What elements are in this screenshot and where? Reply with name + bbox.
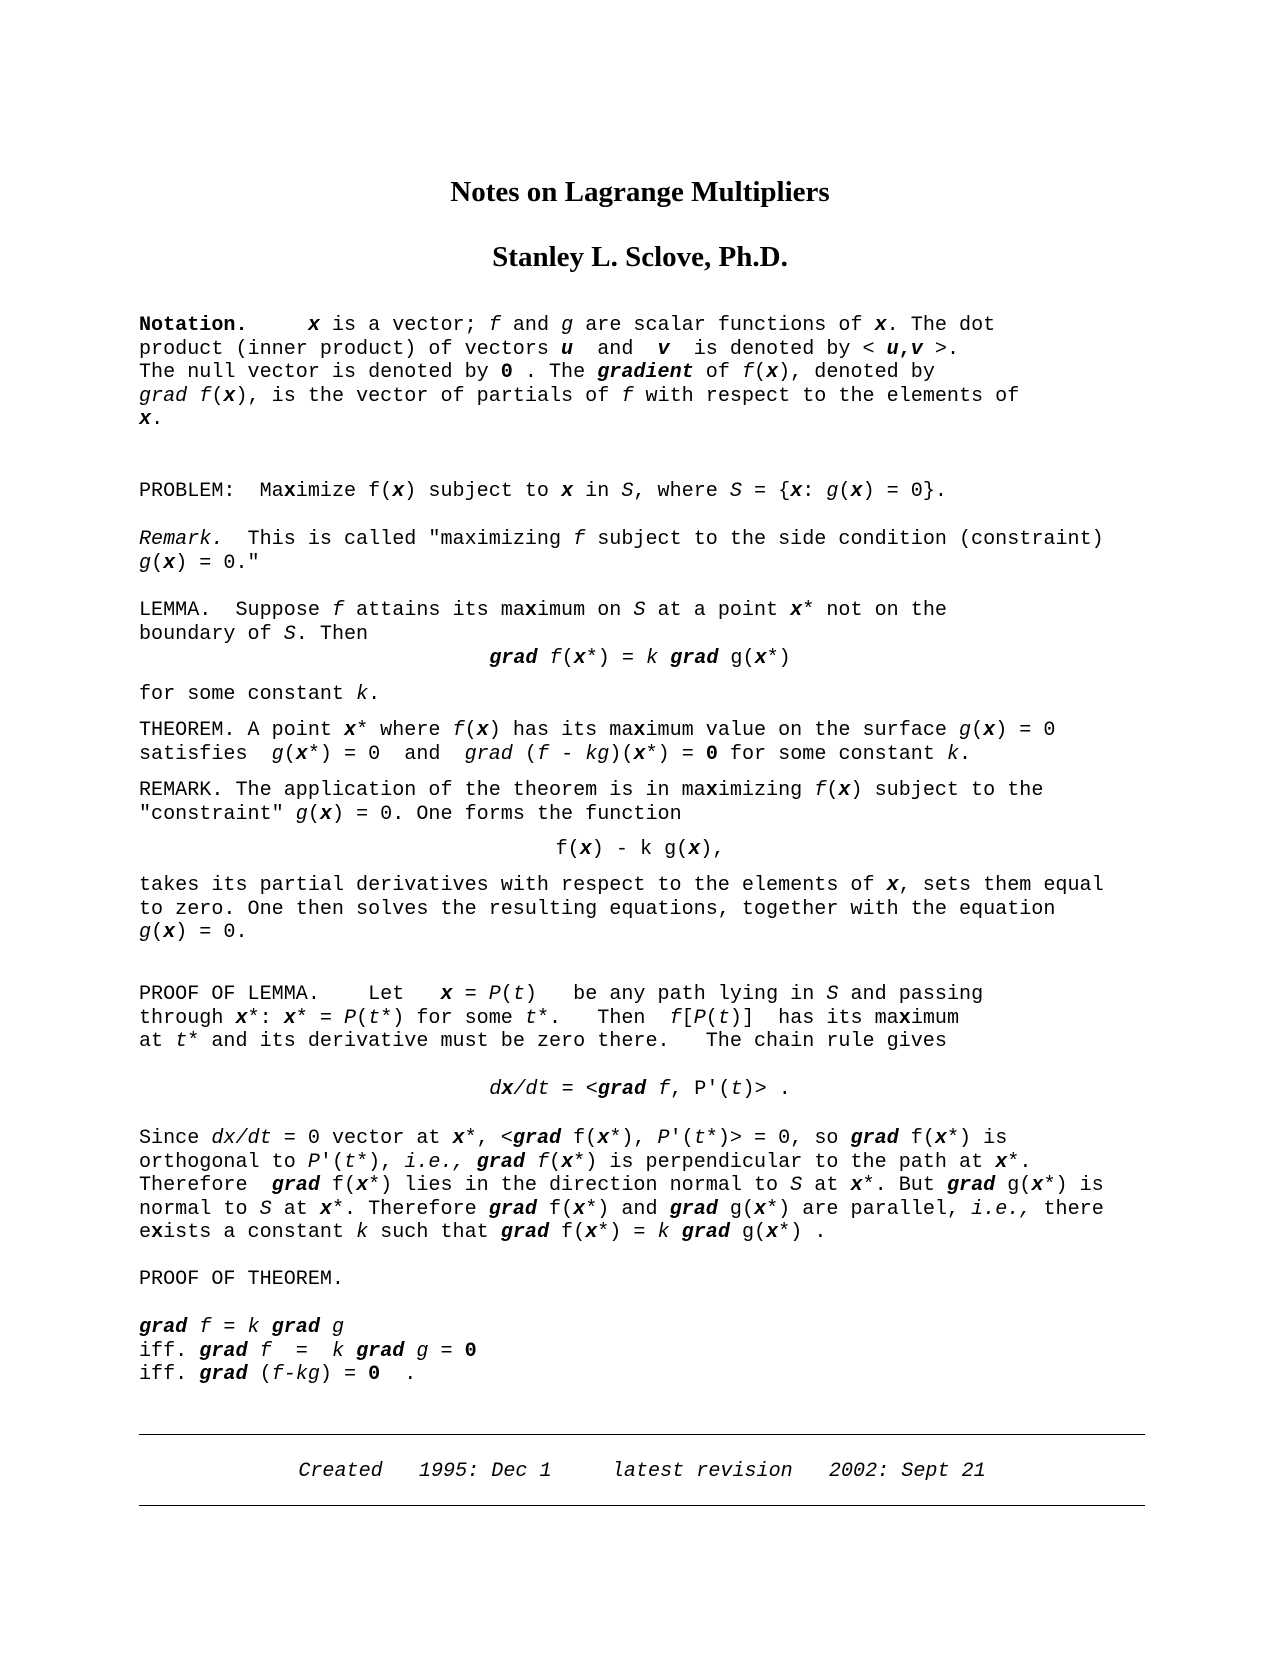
footer-dates bbox=[139, 1460, 1145, 1484]
since-paragraph: Since dx/dt = 0 vector at x*, <grad f(x*), P'(t*)> = 0, so grad f(x*) is orthogonal to P'(t*), i.e., grad f(x*) is perpendicular to the path at x*. Therefore grad f(x*) lies in the direction normal to S at x*. But grad g(x*) is normal to S at x*. Therefore grad f(x*) and grad g(x*) are parallel, i.e., there exists a constant k such that grad f(x*) = k grad g(x*) . bbox=[139, 1127, 1104, 1245]
proof-of-theorem-heading: PROOF OF THEOREM. bbox=[139, 1268, 344, 1291]
application-remark: REMARK. The application of the theorem is in maximizing f(x) subject to the "constraint" g(x) = 0. One forms the function bbox=[139, 779, 1044, 826]
footer-top-divider bbox=[139, 1434, 1145, 1435]
created-label: Created bbox=[298, 1460, 383, 1483]
document-title: Notes on Lagrange Multipliers bbox=[450, 176, 830, 208]
lemma-paragraph: LEMMA. Suppose f attains its maximum on S at a point x* not on the boundary of S. Then bbox=[139, 599, 947, 646]
partial-derivatives-paragraph: takes its partial derivatives with respect to the elements of x, sets them equal to zero. One then solves the resulting equations, together with the equation g(x) = 0. bbox=[139, 874, 1104, 945]
footer-bottom-divider bbox=[139, 1505, 1145, 1506]
notation-paragraph: Notation. x is a vector; f and g are scalar functions of x. The dot product (inner product) of vectors u and v is denoted by < u,v >. The null vector is denoted by 0 . The gradient of f(x), denoted by grad f(x), is the vector of partials of f with respect to the elements of x. bbox=[139, 314, 1020, 432]
notation-label: Notation. bbox=[139, 314, 248, 337]
revision-label: latest revision bbox=[611, 1460, 793, 1483]
lemma-conclusion: for some constant k. bbox=[139, 683, 381, 706]
proof-of-lemma: PROOF OF LEMMA. Let x = P(t) be any path lying in S and passing through x*: x* = P(t*) for some t*. Then f[P(t)] has its maximum at t* and its derivative must be zero there. The chain rule gives bbox=[139, 983, 984, 1054]
revision-date: 2002: Sept 21 bbox=[828, 1460, 986, 1483]
chain-rule-equation: dx/dt = <grad f, P'(t)> . bbox=[489, 1078, 791, 1101]
remark-paragraph: Remark. This is called "maximizing f subject to the side condition (constraint) g(x) = 0." bbox=[139, 528, 1104, 575]
document-author: Stanley L. Sclove, Ph.D. bbox=[492, 241, 788, 273]
proof-of-theorem-steps: grad f = k grad g iff. grad f = k grad g = 0 iff. grad (f-kg) = 0 . bbox=[139, 1316, 477, 1387]
theorem-paragraph: THEOREM. A point x* where f(x) has its maximum value on the surface g(x) = 0 satisfies g(x*) = 0 and grad (f - kg)(x*) = 0 for some constant k. bbox=[139, 719, 1056, 766]
created-date: 1995: Dec 1 bbox=[418, 1460, 552, 1483]
problem-statement: PROBLEM: Maximize f(x) subject to x in S, where S = {x: g(x) = 0}. bbox=[139, 480, 947, 503]
lemma-equation: grad f(x*) = k grad g(x*) bbox=[489, 647, 791, 670]
function-equation: f(x) - k g(x), bbox=[555, 838, 725, 861]
